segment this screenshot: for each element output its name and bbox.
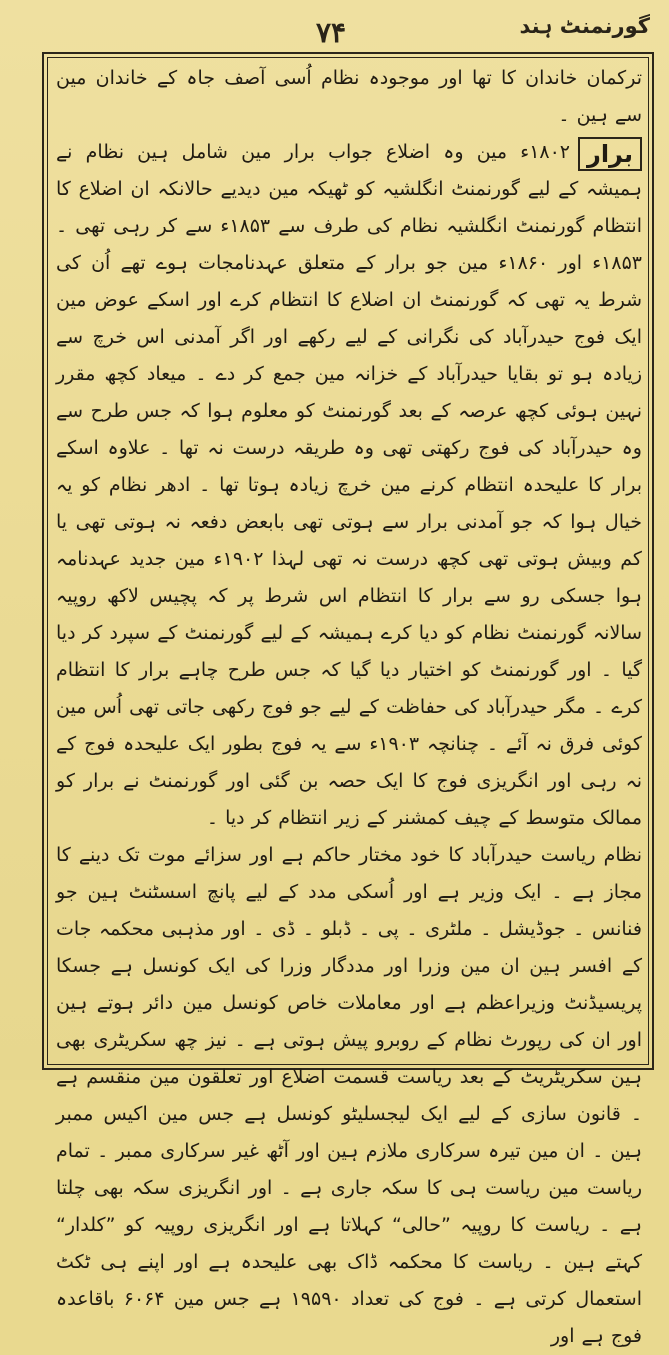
section-heading: برار bbox=[578, 137, 642, 171]
body-text bbox=[56, 60, 642, 1355]
page-number: ۷۴ bbox=[315, 16, 347, 49]
paragraph-2: نظام ریاست حیدرآباد کا خود مختار حاکم ہے اور سزائے موت تک دینے کا مجاز ہے ۔ ایک وزیر ہے اور اُسکی مدد کے لیے پانچ اسسٹنٹ ہین جو فنانس ۔ جوڈیشل ۔ ملٹری ۔ پی ۔ ڈبلو ۔ ڈی ۔ اور مذہبی محکمہ جات کے افسر ہین ان مین وزرا اور مددگار وزرا کی ایک کونسل ہے جسکا پریسیڈنٹ وزیراعظم ہے اور معاملات خاص کونسل مین دائر ہوتے ہین اور ان کی رپورٹ نظام کے روبرو پیش ہوتی ہے ۔ نیز چھ سکریٹری بھی ہین سکریٹریٹ کے بعد ریاست قسمت اضلاع اور تعلقون مین منقسم ہے ۔ قانون سازی کے لیے ایک لیجسلیٹو کونسل ہے جس مین اکیس ممبر ہین ۔ ان مین تیرہ سرکاری ملازم ہین اور آٹھ غیر سرکاری ممبر ۔ تمام ریاست مین ریاست ہی کا سکہ جاری ہے ۔ اور انگریزی سکہ بھی چلتا ہے ۔ ریاست کا روپیہ ”حالی“ کہلاتا ہے اور انگریزی روپیہ کو ”کلدار“ کہتے ہین ۔ ریاست کا محکمہ ڈاک بھی علیحدہ ہے اور اپنے ہی ٹکٹ استعمال کرتی ہے ۔ فوج کی تعداد ۱۹۵۹۰ ہے جس مین ۶۰۶۴ باقاعدہ فوج ہے اور bbox=[56, 844, 643, 1347]
running-head: گورنمنٹ ہند bbox=[519, 14, 650, 38]
line-1: ترکمان خاندان کا تھا اور موجودہ نظام اُسی آصف جاہ کے خاندان مین سے ہین ۔ bbox=[56, 67, 642, 126]
paragraph-1 bbox=[56, 134, 642, 837]
paragraph-1-text: ۱۸۰۲ء مین وہ اضلاع جواب برار مین شامل ہین نظام نے ہمیشہ کے لیے گورنمنٹ انگلشیہ کو ٹھیکہ مین دیدیے حالانکہ ان اضلاع کا انتظام گورنمنٹ انگلشیہ نظام کی طرف سے ۱۸۵۳ء سے کر رہی تھی ۔ ۱۸۵۳ء اور ۱۸۶۰ء مین جو برار کے متعلق عہدنامجات ہوے تھے اُن کی شرط یہ تھی کہ گورنمنٹ ان اضلاع کا انتظام کرے اور اسکے عوض مین ایک فوج حیدرآباد کی نگرانی کے لیے رکھے اور اگر آمدنی اس خرچ سے زیادہ ہو تو بقایا حیدرآباد کے خزانہ مین جمع کر دے ۔ میعاد کچھ مقرر نہین ہوئی کچھ عرصہ کے بعد گورنمنٹ کو معلوم ہوا کہ جس طرح سے وہ حیدرآباد کی فوج رکھتی تھی وہ طریقہ درست نہ تھا ۔ علاوہ اسکے برار کا علیحدہ انتظام کرنے مین خرچ زیادہ ہوتا تھا ۔ ادھر نظام کو یہ خیال ہوا کہ جو آمدنی برار سے ہوتی تھی بابعض دفعہ نہ ہوتی تھی یا کم وبیش ہوتی تھی کچھ درست نہ تھی لہذا ۱۹۰۲ء مین جدید عہدنامہ ہوا جسکی رو سے برار کا انتظام اس شرط پر کہ پچیس لاکھ روپیہ سالانہ گورنمنٹ نظام کو دیا کرے ہمیشہ کے لیے گورنمنٹ کے سپرد کر دیا گیا ۔ اور گورنمنٹ کو اختیار دیا گیا کہ جس طرح چاہے برار کا انتظام کرے ۔ مگر حیدرآباد کی حفاظت کے لیے جو فوج رکھی جاتی تھی اُس مین کوئی فرق نہ آئے ۔ چنانچہ ۱۹۰۳ء سے یہ فوج بطور ایک علیحدہ فوج کے نہ رہی اور انگریزی فوج کا ایک حصہ بن گئی اور گورنمنٹ نے برار کو ممالک متوسط کے چیف کمشنر کے زیر انتظام کر دیا ۔ bbox=[56, 141, 642, 829]
